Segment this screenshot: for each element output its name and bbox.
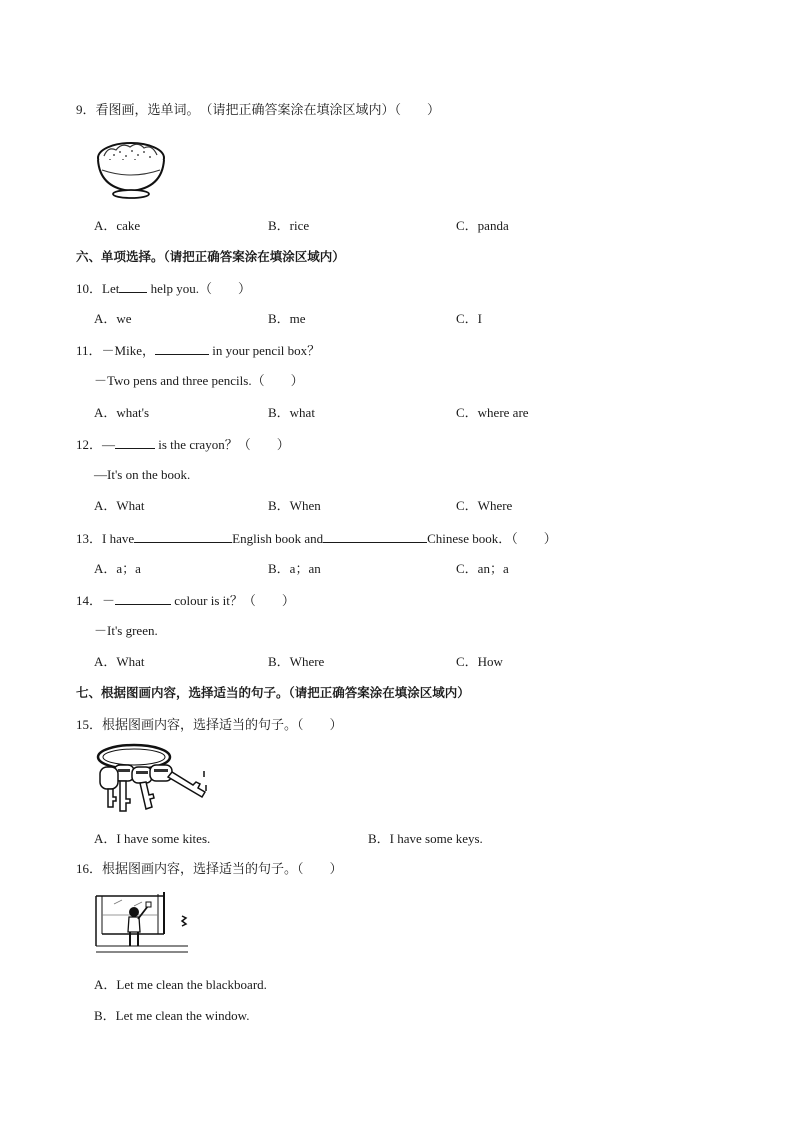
q11-option-b[interactable]: B．what xyxy=(268,405,315,420)
q14-blank xyxy=(115,592,171,605)
q12-option-c[interactable]: C．Where xyxy=(456,498,513,513)
q10-option-b[interactable]: B．me xyxy=(268,311,306,326)
q14-stem-start: 14．－ xyxy=(76,593,116,608)
q15-stem: 15．根据图画内容，选择适当的句子。（ ） xyxy=(76,717,343,732)
q12-stem-start: 12．— xyxy=(76,437,116,452)
q14-option-b[interactable]: B．Where xyxy=(268,654,325,669)
q10-stem-end: help you.（ ） xyxy=(150,281,251,296)
q16-stem: 16．根据图画内容，选择适当的句子。（ ） xyxy=(76,861,343,876)
q9-option-a[interactable]: A．cake xyxy=(94,218,141,233)
q10-stem-start: 10．Let xyxy=(76,281,120,296)
q12-blank xyxy=(115,436,155,449)
q14-stem-end: colour is it？（ ） xyxy=(174,593,295,608)
q14-option-c[interactable]: C．How xyxy=(456,654,503,669)
q14-option-a[interactable]: A．What xyxy=(94,654,145,669)
q15-option-b[interactable]: B．I have some keys. xyxy=(368,831,483,846)
q12-option-b[interactable]: B．When xyxy=(268,498,321,513)
q13-option-c[interactable]: C．an；a xyxy=(456,561,509,576)
q14-answer: －It's green. xyxy=(94,623,158,638)
q16-option-b[interactable]: B．Let me clean the window. xyxy=(94,1008,250,1023)
q13-stem-middle: English book and xyxy=(232,531,324,546)
q9-stem: 9．看图画，选单词。 （请把正确答案涂在填涂区域内）（ ） xyxy=(76,102,441,117)
q11-blank xyxy=(155,342,209,355)
q11-stem xyxy=(76,342,320,359)
q13-option-b[interactable]: B．a；an xyxy=(268,561,321,576)
q11-stem-end: in your pencil box？ xyxy=(212,343,321,358)
q12-option-a[interactable]: A．What xyxy=(94,498,145,513)
window-cleaning-image xyxy=(94,890,190,958)
q10-blank xyxy=(119,280,147,293)
q13-blank-2 xyxy=(323,530,427,543)
section-6-heading: 六、单项选择。（请把正确答案涂在填涂区域内） xyxy=(76,250,345,264)
q11-stem-start: 11．－Mike， xyxy=(76,343,155,358)
q10-stem xyxy=(76,280,251,297)
q11-answer: －Two pens and three pencils.（ ） xyxy=(94,373,304,388)
q9-option-b[interactable]: B．rice xyxy=(268,218,310,233)
section-7-heading: 七、根据图画内容，选择适当的句子。（请把正确答案涂在填涂区域内） xyxy=(76,686,470,700)
q15-option-a[interactable]: A．I have some kites. xyxy=(94,831,211,846)
q11-option-c[interactable]: C．where are xyxy=(456,405,529,420)
q12-stem xyxy=(76,436,290,453)
q12-stem-end: is the crayon？（ ） xyxy=(158,437,290,452)
q16-option-a[interactable]: A．Let me clean the blackboard. xyxy=(94,977,267,992)
q10-option-c[interactable]: C．I xyxy=(456,311,483,326)
q12-answer: —It's on the book. xyxy=(94,467,191,482)
q9-option-c[interactable]: C．panda xyxy=(456,218,509,233)
q14-stem xyxy=(76,592,295,609)
rice-bowl-image xyxy=(94,138,168,200)
q13-option-a[interactable]: A．a；a xyxy=(94,561,141,576)
q11-option-a[interactable]: A．what's xyxy=(94,405,150,420)
keys-image xyxy=(94,741,210,817)
q13-stem-end: Chinese book．（ ） xyxy=(427,531,557,546)
q13-stem xyxy=(76,530,557,547)
q13-blank-1 xyxy=(134,530,232,543)
q10-option-a[interactable]: A．we xyxy=(94,311,132,326)
q13-stem-start: 13．I have xyxy=(76,531,135,546)
